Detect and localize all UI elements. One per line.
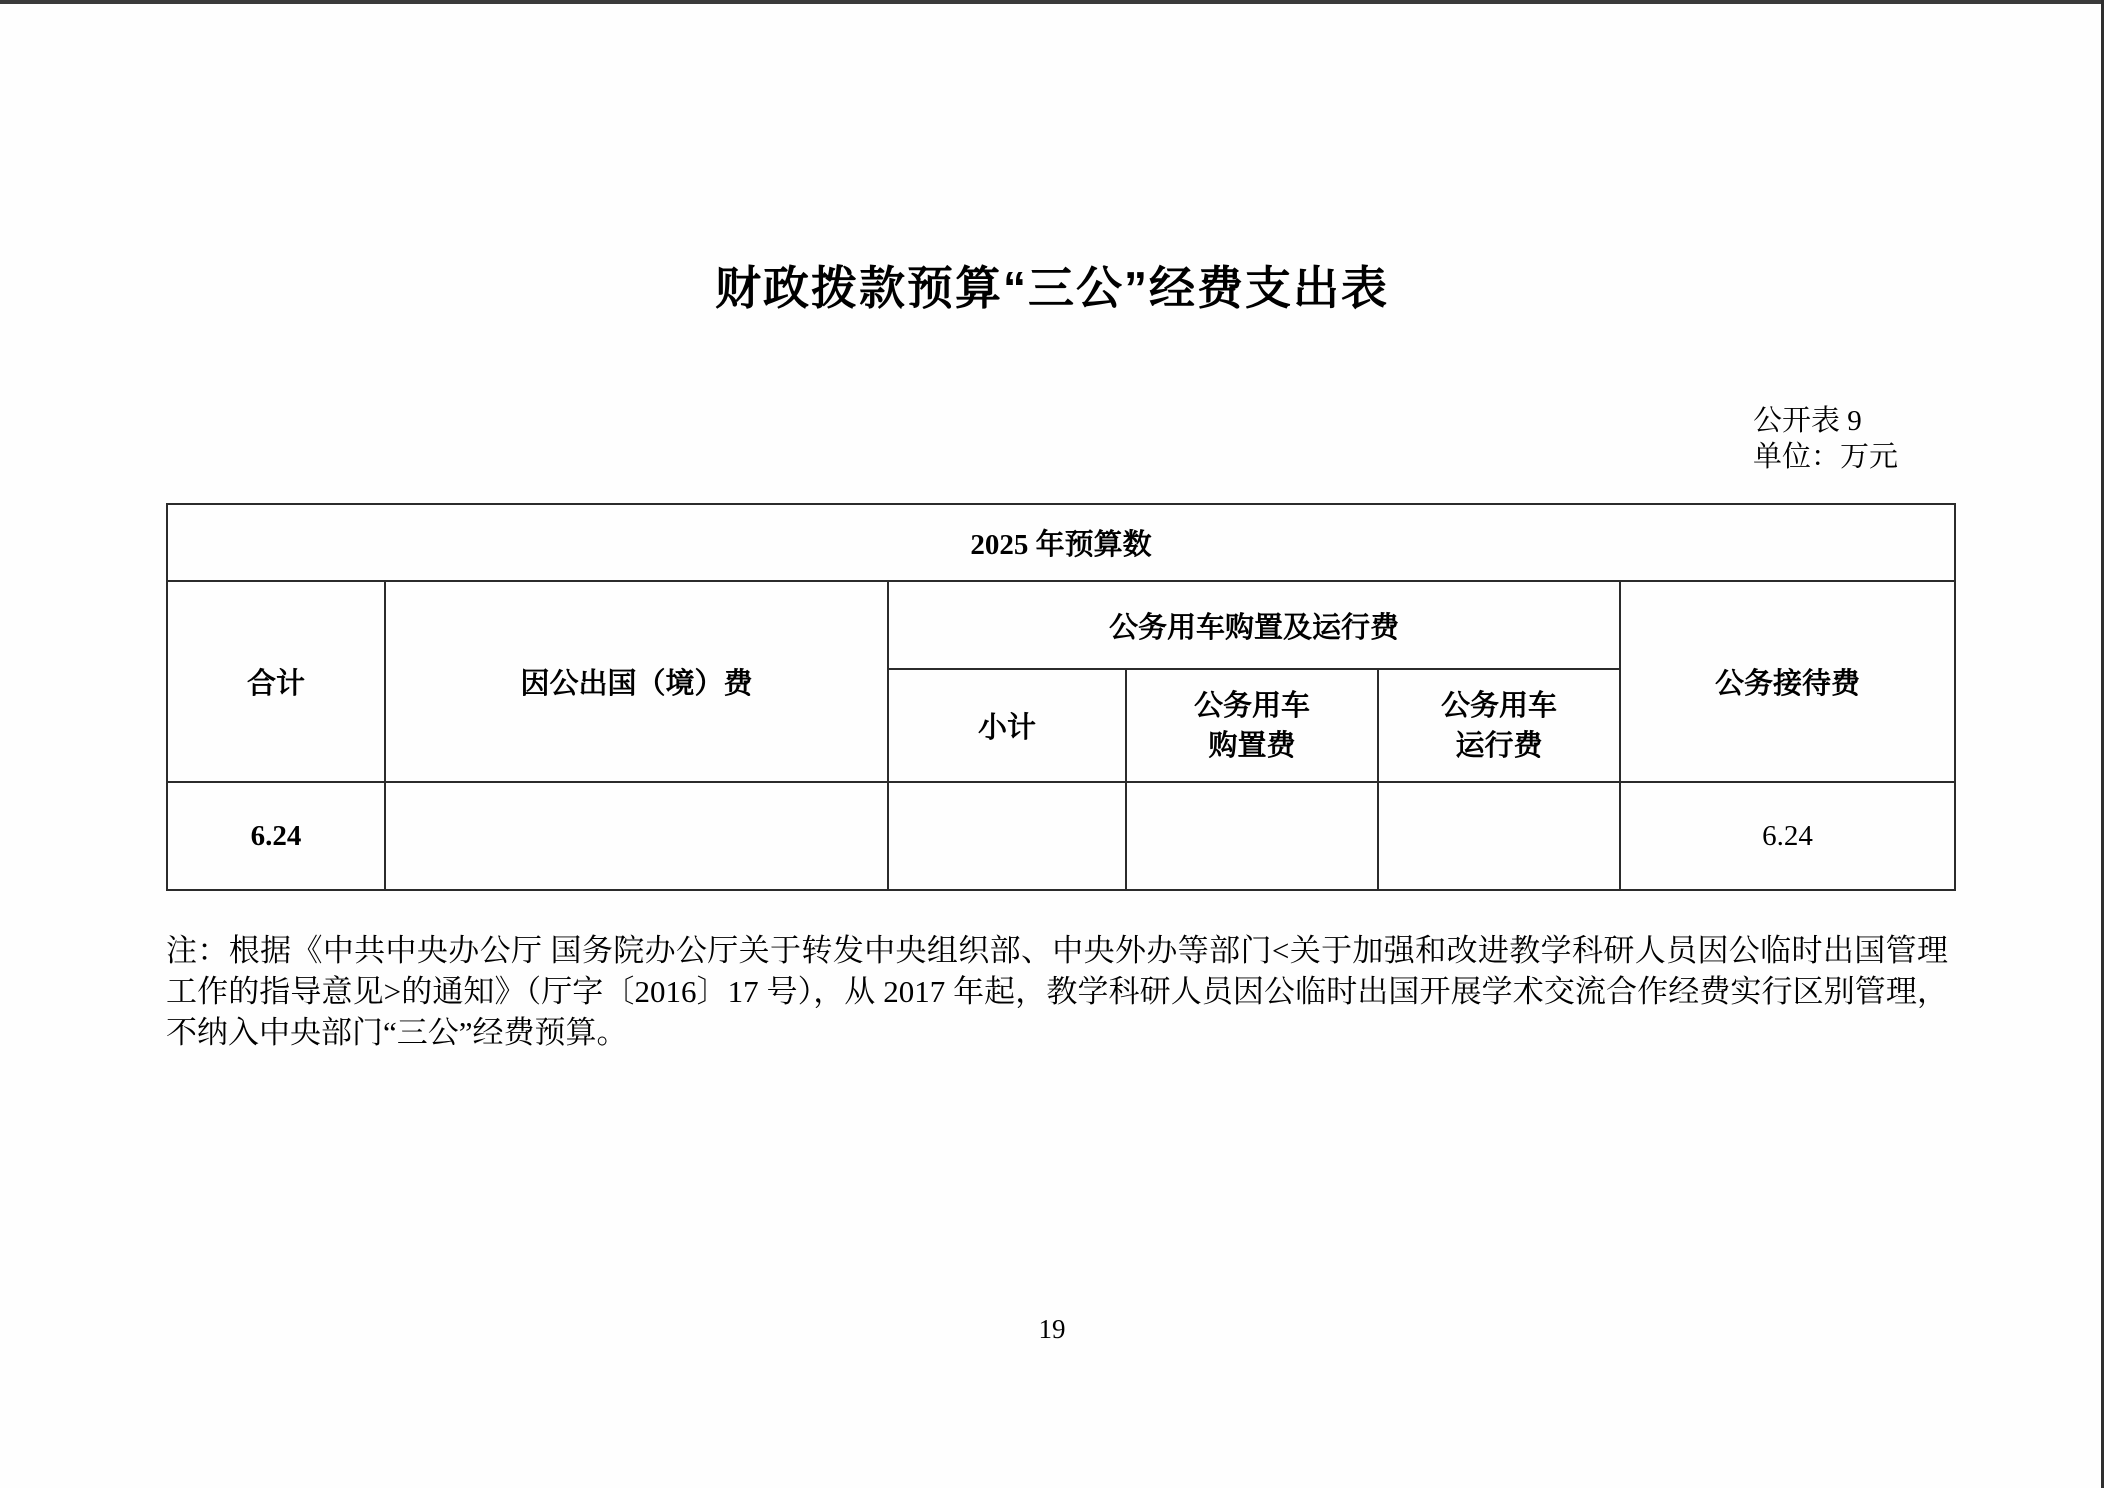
- table-row-data: [167, 782, 1955, 890]
- unit-label: 单位：万元: [1752, 441, 1898, 473]
- cell-total-value: 6.24: [167, 782, 385, 890]
- budget-table: [166, 503, 1956, 891]
- col-header-vehicle-operation-line2: 运行费: [1455, 729, 1543, 762]
- table-meta-block: [1753, 403, 1898, 475]
- year-header-cell: 2025 年预算数: [167, 504, 1955, 581]
- col-header-reception: 公务接待费: [1620, 581, 1955, 782]
- page-title: 财政拨款预算“三公”经费支出表: [715, 262, 1389, 314]
- cell-reception-value: 6.24: [1620, 782, 1955, 890]
- cell-vehicle-subtotal-value: [888, 782, 1126, 890]
- table-row-header-top: [167, 581, 1955, 669]
- window-top-edge: [0, 0, 2104, 4]
- col-header-vehicle-purchase: [1126, 669, 1378, 782]
- footnote-text: 注：根据《中共中央办公厅 国务院办公厅关于转发中央组织部、中央外办等部门<关于加强和改进教学科研人员因公临时出国管理工作的指导意见>的通知》（厅字〔2016〕17 号），从 2017 年起，教学科研人员因公临时出国开展学术交流合作经费实行区别管理，不纳入中央部门“三公”经费预算。: [166, 933, 1948, 1050]
- col-header-vehicle-subtotal: 小计: [888, 669, 1126, 782]
- table-number-label: 公开表 9: [1752, 405, 1862, 437]
- page-number: 19: [1038, 1314, 1066, 1344]
- col-header-abroad: 因公出国（境）费: [385, 581, 888, 782]
- col-header-vehicle-group: 公务用车购置及运行费: [888, 581, 1620, 669]
- col-header-vehicle-purchase-line2: 购置费: [1208, 729, 1296, 762]
- col-header-vehicle-operation: [1378, 669, 1620, 782]
- cell-abroad-value: [385, 782, 888, 890]
- col-header-vehicle-operation-line1: 公务用车: [1440, 689, 1557, 722]
- cell-vehicle-operation-value: [1378, 782, 1620, 890]
- table-row-year: [167, 504, 1955, 581]
- col-header-vehicle-purchase-line1: 公务用车: [1193, 689, 1310, 722]
- col-header-total: 合计: [167, 581, 385, 782]
- cell-vehicle-purchase-value: [1126, 782, 1378, 890]
